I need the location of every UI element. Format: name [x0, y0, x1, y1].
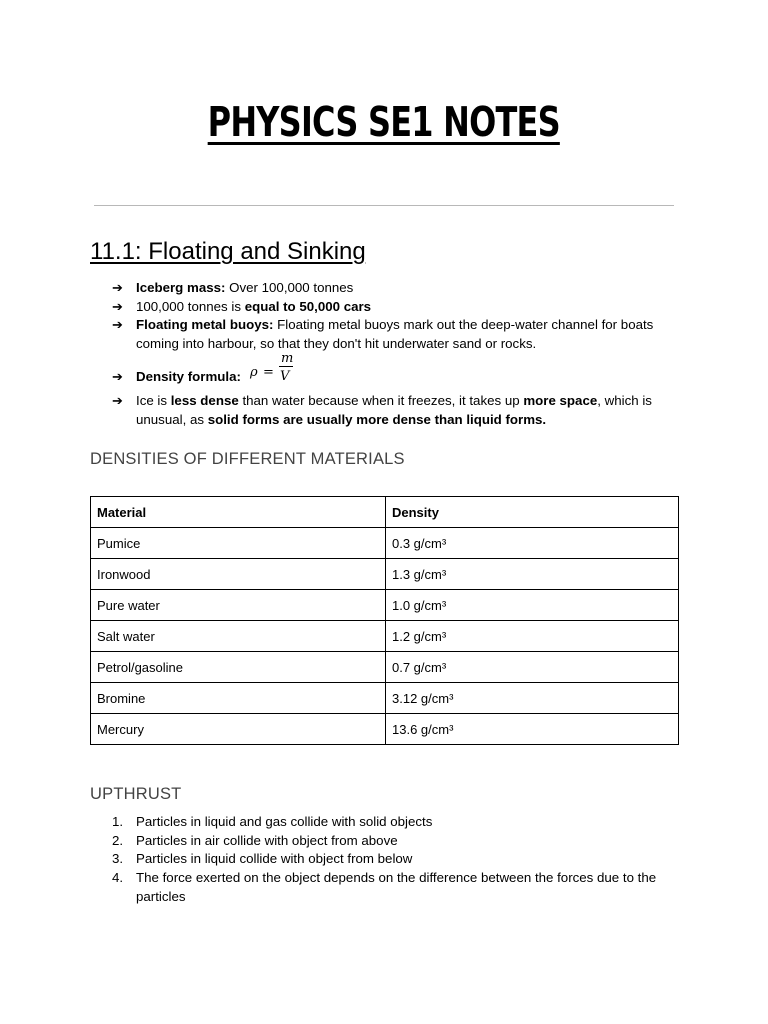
list-text: Particles in liquid and gas collide with solid objects	[136, 814, 433, 829]
bullet-item	[112, 298, 682, 317]
table-row	[91, 683, 679, 714]
densities-heading: DENSITIES OF DIFFERENT MATERIALS	[90, 450, 405, 468]
table-row	[91, 559, 679, 590]
table-cell: 3.12 g/cm³	[386, 683, 679, 714]
list-text: Particles in liquid collide with object from below	[136, 851, 413, 867]
list-item	[112, 813, 682, 832]
table-row	[91, 528, 679, 559]
formula-equals: =	[263, 364, 274, 380]
table-header-material: Material	[91, 497, 386, 528]
table-cell: 1.0 g/cm³	[386, 590, 679, 621]
formula-numerator: m	[281, 350, 294, 366]
list-item	[112, 850, 682, 869]
list-item	[112, 869, 682, 906]
bullet-bold: less dense	[170, 392, 239, 408]
upthrust-heading: UPTHRUST	[90, 785, 182, 803]
bullet-bold: equal to 50,000 cars	[244, 298, 372, 314]
arrow-bullet-icon: ➔	[112, 298, 123, 314]
bullet-bold: Density formula:	[136, 368, 241, 384]
bullet-item	[112, 279, 682, 298]
bullet-list	[112, 279, 682, 429]
bullet-text: than water because when it freezes, it takes up	[238, 392, 524, 408]
bullet-bold: more space	[523, 392, 598, 408]
list-number: 3.	[112, 851, 124, 867]
page-title-text: PHYSICS SE1 NOTES	[207, 98, 561, 146]
page-title	[0, 98, 768, 146]
table-cell: 1.2 g/cm³	[386, 621, 679, 652]
arrow-bullet-icon: ➔	[112, 392, 123, 408]
list-number: 1.	[112, 814, 124, 829]
table-cell: 0.3 g/cm³	[386, 528, 679, 559]
bullet-item-formula	[112, 350, 682, 392]
list-number: 4.	[112, 870, 124, 886]
bullet-item	[112, 392, 682, 429]
table-cell: Bromine	[91, 683, 386, 714]
arrow-bullet-icon: ➔	[112, 317, 123, 333]
bullet-item	[112, 316, 682, 353]
table-cell: 0.7 g/cm³	[386, 652, 679, 683]
arrow-bullet-icon: ➔	[112, 368, 123, 384]
section-heading: 11.1: Floating and Sinking	[90, 238, 366, 265]
bullet-text: Over 100,000 tonnes	[225, 280, 354, 295]
list-number: 2.	[112, 832, 124, 848]
table-cell: Pure water	[91, 590, 386, 621]
upthrust-list	[112, 813, 682, 907]
table-cell: Salt water	[91, 621, 386, 652]
list-text: Particles in air collide with object from above	[136, 832, 398, 848]
density-table	[90, 496, 679, 745]
bullet-bold: solid forms are usually more dense than liquid forms.	[207, 411, 547, 427]
list-item	[112, 832, 682, 851]
table-cell: Ironwood	[91, 559, 386, 590]
table-cell: Mercury	[91, 714, 386, 745]
formula-rho: ρ	[250, 364, 258, 380]
table-cell: Pumice	[91, 528, 386, 559]
arrow-bullet-icon: ➔	[112, 280, 123, 295]
table-cell: 13.6 g/cm³	[386, 714, 679, 745]
fraction-bar	[279, 366, 293, 367]
table-row	[91, 714, 679, 745]
bullet-bold: Floating metal buoys:	[136, 317, 274, 333]
horizontal-divider	[94, 205, 674, 206]
table-row	[91, 590, 679, 621]
bullet-bold: Iceberg mass:	[136, 280, 226, 295]
list-text: The force exerted on the object depends on the difference between the forces due to the particles	[136, 870, 657, 904]
table-header-density: Density	[386, 497, 679, 528]
table-row	[91, 621, 679, 652]
formula-denominator: V	[280, 368, 290, 384]
bullet-text: Floating metal buoys mark out the deep-water channel for boats coming into harbour, so that they don't hit underwater sand or rocks.	[136, 317, 654, 352]
table-row	[91, 652, 679, 683]
table-header-row	[91, 497, 679, 528]
bullet-text: , which is unusual, as	[136, 392, 652, 427]
table-cell: 1.3 g/cm³	[386, 559, 679, 590]
table-cell: Petrol/gasoline	[91, 652, 386, 683]
bullet-text: 100,000 tonnes is	[136, 298, 245, 314]
bullet-text: Ice is	[136, 392, 171, 408]
